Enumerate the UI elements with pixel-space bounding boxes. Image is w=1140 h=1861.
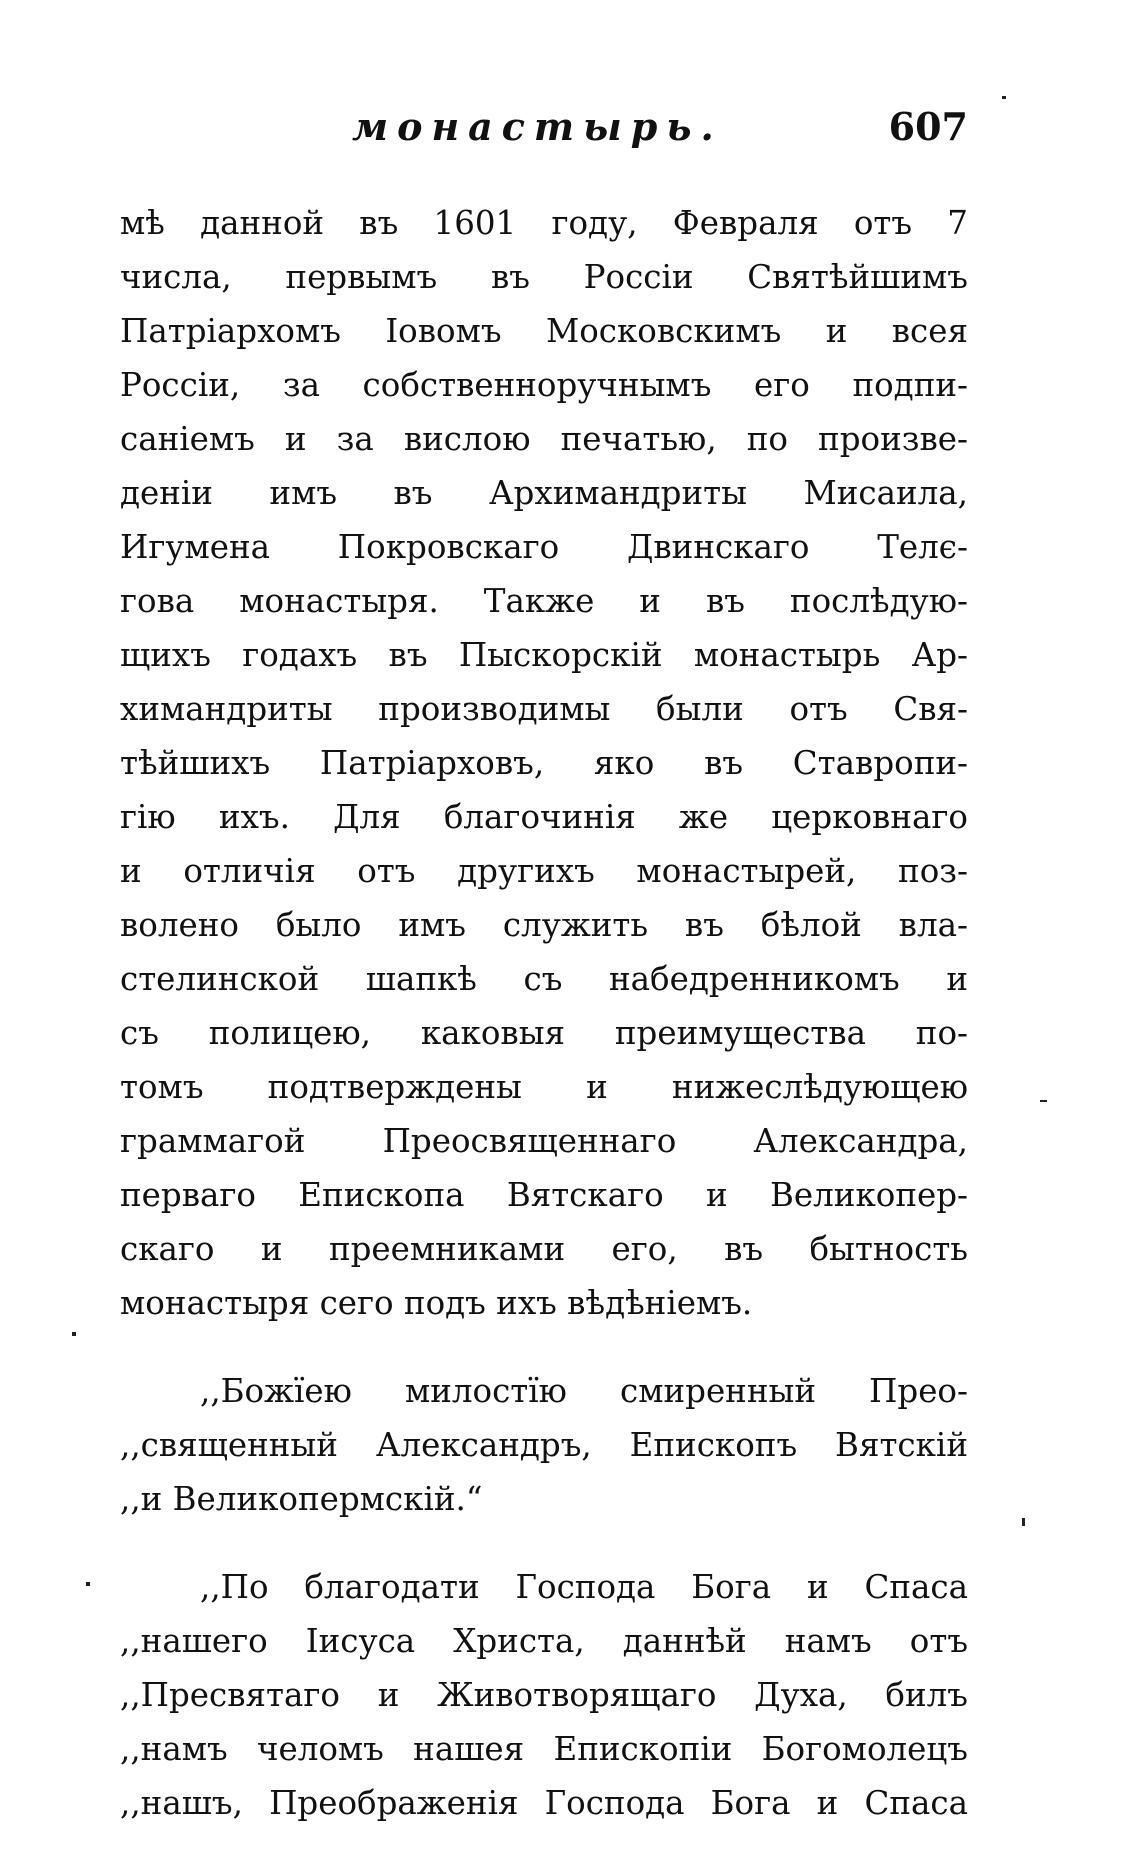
- paragraph-1: [120, 196, 968, 1330]
- body-text: [120, 196, 968, 1830]
- print-speck: [1002, 96, 1006, 99]
- text-line: томъ подтверждены и нижеслѣдующею: [120, 1068, 968, 1106]
- page-number: 607: [888, 104, 968, 149]
- text-line: граммагой Преосвященнаго Александра,: [120, 1122, 968, 1160]
- text-line: ,,нашего Іисуса Христа, даннѣй намъ отъ: [120, 1622, 968, 1660]
- running-title: монастырь.: [352, 104, 723, 149]
- text-line: числа, первымъ въ Россіи Святѣйшимъ: [120, 258, 968, 296]
- text-line: и отличія отъ другихъ монастырей, поз-: [120, 852, 968, 890]
- text-line: ,,намъ челомъ нашея Епископіи Богомолецъ: [120, 1730, 968, 1768]
- paragraph-2-quote: [120, 1364, 968, 1526]
- text-line: волено было имъ служить въ бѣлой вла-: [120, 906, 968, 944]
- paragraph-gap: [120, 1330, 968, 1364]
- text-line: Игумена Покровскаго Двинскаго Телє-: [120, 528, 968, 566]
- text-line: щихъ годахъ въ Пыскорскій монастырь Ар-: [120, 636, 968, 674]
- text-line: стелинской шапкѣ съ набедренникомъ и: [120, 960, 968, 998]
- text-line: саніемъ и за вислою печатью, по произве-: [120, 420, 968, 458]
- page-header: [120, 104, 968, 154]
- text-line: тѣйшихъ Патріарховъ, яко въ Ставропи-: [120, 744, 968, 782]
- text-line: ,,нашъ, Преображенія Господа Бога и Спаса: [120, 1784, 968, 1822]
- print-speck: [1040, 1100, 1047, 1102]
- text-line: Россіи, за собственноручнымъ его подпи-: [120, 366, 968, 404]
- print-speck: [86, 1582, 90, 1586]
- text-line: съ полицею, каковыя преимущества по-: [120, 1014, 968, 1052]
- text-line: гова монастыря. Также и въ послѣдую-: [120, 582, 968, 620]
- text-line: монастыря сего подъ ихъ вѣдѣніемъ.: [120, 1284, 753, 1322]
- paragraph-3-quote: [120, 1560, 968, 1830]
- print-speck: [72, 1332, 76, 1336]
- text-line: ,,Божїею милостїю смиренный Прео-: [200, 1372, 968, 1410]
- text-line: мѣ данной въ 1601 году, Февраля отъ 7: [120, 204, 968, 242]
- paragraph-gap: [120, 1526, 968, 1560]
- text-line: ,,и Великопермскій.“: [120, 1480, 483, 1518]
- text-line: химандриты производимы были отъ Свя-: [120, 690, 968, 728]
- text-line: ,,По благодати Господа Бога и Спаса: [200, 1568, 968, 1606]
- text-line: ,,Пресвятаго и Животворящаго Духа, билъ: [120, 1676, 968, 1714]
- text-line: перваго Епископа Вятскаго и Великопер-: [120, 1176, 968, 1214]
- text-line: Патріархомъ Іовомъ Московскимъ и всея: [120, 312, 968, 350]
- text-line: деніи имъ въ Архимандриты Мисаила,: [120, 474, 968, 512]
- text-line: гію ихъ. Для благочинія же церковнаго: [120, 798, 968, 836]
- text-line: ,,священный Александръ, Епископъ Вятскій: [120, 1426, 968, 1464]
- text-line: скаго и преемниками его, въ бытность: [120, 1230, 968, 1268]
- print-speck: [1022, 1518, 1025, 1526]
